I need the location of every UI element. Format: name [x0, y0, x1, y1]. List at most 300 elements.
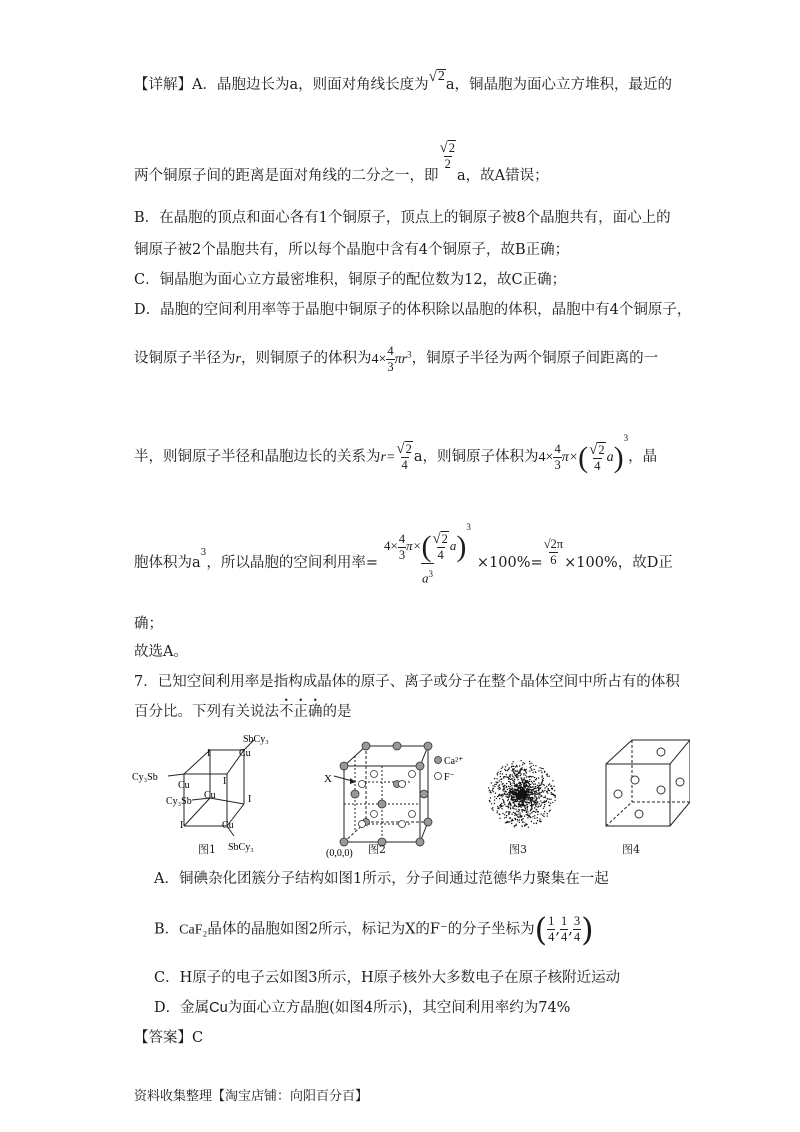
detail-line-7	[134, 344, 658, 375]
cloud-dot	[500, 806, 501, 807]
cloud-dot	[535, 811, 536, 812]
cloud-dot	[537, 817, 538, 818]
cloud-dot	[534, 802, 535, 803]
cloud-dot	[527, 813, 528, 814]
den: 4	[560, 930, 568, 944]
label-sbcy3-top: SbCy₃	[243, 734, 269, 745]
cloud-dot	[520, 785, 521, 786]
cloud-dot	[497, 772, 498, 773]
cloud-dot	[541, 768, 542, 769]
cloud-dot	[524, 799, 525, 800]
cloud-dot	[540, 785, 541, 786]
cloud-dot	[541, 772, 542, 773]
cloud-dot	[498, 795, 499, 796]
cloud-dot	[544, 797, 545, 798]
cloud-dot	[542, 781, 543, 782]
cloud-dot	[496, 798, 497, 799]
cloud-dot	[505, 770, 506, 771]
cloud-dot	[508, 799, 509, 800]
text: 的是	[322, 704, 352, 720]
cloud-dot	[517, 814, 518, 815]
volume-formula	[371, 344, 412, 374]
cloud-dot	[523, 804, 524, 805]
cloud-dot	[524, 807, 525, 808]
cloud-dot	[519, 792, 520, 793]
cloud-dot	[533, 786, 534, 787]
cloud-dot	[492, 810, 493, 811]
cloud-dot	[526, 809, 527, 810]
cloud-dot	[499, 780, 500, 781]
cloud-dot	[520, 775, 521, 776]
cloud-dot	[513, 788, 514, 789]
cloud-dot	[503, 790, 504, 791]
cloud-dot	[552, 780, 553, 781]
pi: π×	[561, 450, 579, 465]
cloud-dot	[528, 776, 529, 777]
cloud-dot	[491, 803, 492, 804]
cloud-dot	[517, 790, 518, 791]
cloud-dot	[502, 773, 503, 774]
cloud-dot	[536, 793, 537, 794]
cloud-dot	[514, 805, 515, 806]
cloud-dot	[513, 808, 514, 809]
cloud-dot	[528, 781, 529, 782]
cloud-dot	[515, 814, 516, 815]
volume-formula-2: 4× $\frac{4}{3}$ π×( √ 2 4 a)$^3$	[538, 433, 629, 474]
cloud-dot	[528, 827, 529, 828]
r-eq: r=	[380, 450, 396, 465]
cloud-dot	[521, 804, 522, 805]
emph: 不	[279, 704, 294, 720]
cloud-dot	[508, 792, 509, 793]
den: 3	[387, 360, 394, 374]
label-cu: Cu	[222, 820, 234, 831]
utilization-fraction: 4× $\frac{4}{3}$ π×( √ 2 4 a)$^3$ $a^3$	[384, 522, 471, 586]
cloud-dot	[505, 806, 506, 807]
cloud-dot	[499, 798, 500, 799]
figure-3-electron-cloud	[488, 760, 556, 828]
cloud-dot	[500, 776, 501, 777]
cloud-dot	[539, 792, 540, 793]
cloud-dot	[498, 785, 499, 786]
text: ，则铜原子的体积为	[240, 350, 372, 367]
cloud-dot	[550, 799, 551, 800]
label-origin: (0,0,0)	[326, 848, 353, 859]
cloud-dot	[523, 774, 524, 775]
cloud-dot	[494, 796, 495, 797]
cloud-dot	[554, 800, 555, 801]
cloud-dot	[514, 790, 515, 791]
cloud-dot	[521, 801, 522, 802]
label-sbcy3-bottom: SbCy₃	[228, 842, 254, 853]
cloud-dot	[530, 799, 531, 800]
cloud-dot	[523, 789, 524, 790]
cloud-dot	[522, 821, 523, 822]
cloud-dot	[509, 811, 510, 812]
cloud-dot	[527, 804, 528, 805]
cloud-dot	[532, 792, 533, 793]
cloud-dot	[541, 782, 542, 783]
cloud-dot	[531, 770, 532, 771]
cloud-dot	[517, 820, 518, 821]
cloud-dot	[509, 767, 510, 768]
cloud-dot	[549, 799, 550, 800]
cloud-dot	[502, 795, 503, 796]
cloud-dot	[526, 776, 527, 777]
cloud-dot	[515, 825, 516, 826]
cloud-dot	[546, 774, 547, 775]
cloud-dot	[536, 809, 537, 810]
text: 半，则铜原子半径和晶胞边长的关系为	[134, 449, 381, 465]
detail-line-5: C．铜晶胞为面心立方最密堆积，铜原子的配位数为12，故C正确；	[134, 272, 567, 288]
option-a: A．铜碘杂化团簇分子结构如图1所示，分子间通过范德华力聚集在一起	[154, 871, 609, 887]
text: 两个铜原子间的距离是面对角线的二分之一，即	[134, 168, 439, 184]
cloud-dot	[514, 792, 515, 793]
cloud-dot	[492, 807, 493, 808]
cloud-dot	[554, 790, 555, 791]
cloud-dot	[533, 811, 534, 812]
cloud-dot	[526, 799, 527, 800]
cloud-dot	[530, 784, 531, 785]
den: 6	[550, 553, 557, 568]
text: a，则铜原子体积为	[413, 449, 539, 465]
cloud-dot	[529, 783, 530, 784]
num: 4	[398, 531, 406, 546]
cloud-dot	[529, 786, 530, 787]
num: 1	[548, 914, 555, 928]
cloud-dot	[495, 793, 496, 794]
cloud-dot	[517, 796, 518, 797]
cloud-dot	[530, 813, 531, 814]
cloud-dot	[490, 797, 491, 798]
cloud-dot	[550, 803, 551, 804]
cloud-dot	[492, 785, 493, 786]
cloud-dot	[505, 776, 506, 777]
cloud-dot	[519, 814, 520, 815]
cloud-dot	[516, 765, 517, 766]
detail-line-11: 故选A。	[134, 644, 188, 660]
figure-2-caf2-cell	[334, 742, 432, 846]
text: 胞体积为a	[134, 554, 201, 571]
cloud-dot	[553, 795, 554, 796]
cloud-dot	[496, 784, 497, 785]
cloud-dot	[512, 793, 513, 794]
text: ×100%，故D正	[564, 554, 673, 571]
cloud-dot	[522, 825, 523, 826]
text: a，故A错误；	[456, 168, 549, 184]
cloud-dot	[518, 809, 519, 810]
cloud-dot	[546, 791, 547, 792]
cloud-dot	[543, 813, 544, 814]
cloud-dot	[500, 773, 501, 774]
cloud-dot	[518, 793, 519, 794]
cloud-dot	[513, 766, 514, 767]
text: ，晶	[628, 449, 658, 465]
cloud-dot	[511, 796, 512, 797]
cloud-dot	[551, 788, 552, 789]
cloud-dot	[488, 787, 489, 788]
cloud-dot	[512, 770, 513, 771]
option-b: B．CaF₂晶体的晶胞如图2所示，标记为X的F⁻的分子坐标为( $\frac{1}{4}$ , $\frac{1}{4}$ , $\frac{3}{4}$ )	[154, 910, 594, 949]
cloud-dot	[512, 768, 513, 769]
cloud-dot	[511, 799, 512, 800]
cloud-dot	[494, 784, 495, 785]
cloud-dot	[512, 820, 513, 821]
option-c: C．H原子的电子云如图3所示，H原子核外大多数电子在原子核附近运动	[154, 970, 621, 986]
cloud-dot	[506, 815, 507, 816]
cloud-dot	[508, 786, 509, 787]
text: 晶体的晶胞如图2所示，标记为X的F⁻的分子坐标为	[207, 921, 535, 938]
cloud-dot	[555, 797, 556, 798]
cloud-dot	[541, 770, 542, 771]
cloud-dot	[530, 766, 531, 767]
cloud-dot	[515, 766, 516, 767]
cloud-dot	[532, 816, 533, 817]
cloud-dot	[510, 807, 511, 808]
cloud-dot	[508, 779, 509, 780]
cloud-dot	[515, 801, 516, 802]
cloud-dot	[534, 795, 535, 796]
cloud-dot	[507, 806, 508, 807]
cloud-dot	[537, 814, 538, 815]
cloud-dot	[497, 806, 498, 807]
cloud-dot	[523, 797, 524, 798]
cloud-dot	[530, 789, 531, 790]
cloud-dot	[531, 763, 532, 764]
cloud-dot	[520, 798, 521, 799]
cloud-dot	[531, 787, 532, 788]
cloud-dot	[531, 812, 532, 813]
cloud-dot	[544, 790, 545, 791]
detail-line-8: 半，则铜原子半径和晶胞边长的关系为r= √ 2 4 a，则铜原子体积为4× $\frac{4}{3}$ π×( √ 2 4 a)$^3$，晶	[134, 433, 658, 474]
cloud-dot	[545, 801, 546, 802]
cloud-dot	[519, 782, 520, 783]
cloud-dot	[538, 782, 539, 783]
cloud-dot	[517, 774, 518, 775]
cloud-dot	[512, 807, 513, 808]
radicand: 2	[448, 141, 455, 155]
cloud-dot	[552, 793, 553, 794]
cloud-dot	[497, 812, 498, 813]
cloud-dot	[508, 814, 509, 815]
cloud-dot	[518, 775, 519, 776]
cloud-dot	[499, 794, 500, 795]
cloud-dot	[537, 820, 538, 821]
var-a: a	[421, 570, 429, 586]
cloud-dot	[502, 786, 503, 787]
cloud-dot	[524, 763, 525, 764]
cloud-dot	[531, 808, 532, 809]
den: 4	[401, 458, 408, 472]
cloud-dot	[531, 806, 532, 807]
denominator: 2	[444, 157, 451, 171]
cloud-dot	[510, 779, 511, 780]
cloud-dot	[515, 799, 516, 800]
cloud-dot	[500, 804, 501, 805]
cloud-dot	[522, 782, 523, 783]
cloud-dot	[539, 797, 540, 798]
sqrt-2: √ 2	[428, 69, 445, 85]
cloud-dot	[516, 776, 517, 777]
cloud-dot	[534, 781, 535, 782]
cloud-dot	[553, 786, 554, 787]
cloud-dot	[533, 788, 534, 789]
cloud-dot	[527, 798, 528, 799]
cloud-dot	[535, 786, 536, 787]
cloud-dot	[511, 791, 512, 792]
cloud-dot	[532, 782, 533, 783]
cloud-dot	[535, 779, 536, 780]
cloud-dot	[514, 815, 515, 816]
num: 3	[573, 914, 581, 928]
cloud-dot	[527, 817, 528, 818]
cloud-dot	[540, 806, 541, 807]
cloud-dot	[538, 777, 539, 778]
cloud-dot	[544, 811, 545, 812]
cloud-dot	[508, 781, 509, 782]
cloud-dot	[517, 779, 518, 780]
cloud-dot	[520, 787, 521, 788]
cloud-dot	[533, 823, 534, 824]
cloud-dot	[525, 780, 526, 781]
cloud-dot	[542, 790, 543, 791]
cloud-dot	[521, 769, 522, 770]
cloud-dot	[523, 779, 524, 780]
cloud-dot	[506, 783, 507, 784]
cloud-dot	[544, 785, 545, 786]
cloud-dot	[499, 814, 500, 815]
den: 4	[594, 458, 601, 473]
cloud-dot	[519, 812, 520, 813]
cloud-dot	[520, 777, 521, 778]
cloud-dot	[506, 787, 507, 788]
cloud-dot	[511, 763, 512, 764]
label-cu: Cu	[239, 748, 251, 759]
cloud-dot	[526, 790, 527, 791]
cloud-dot	[505, 796, 506, 797]
cloud-dot	[543, 778, 544, 779]
cloud-dot	[511, 785, 512, 786]
cloud-dot	[522, 764, 523, 765]
cloud-dot	[504, 793, 505, 794]
label-i: I	[248, 794, 252, 805]
cloud-dot	[534, 791, 535, 792]
cloud-dot	[489, 800, 490, 801]
cloud-dot	[541, 792, 542, 793]
fraction-sqrt2-over-2: √ 2 2	[439, 140, 455, 171]
detail-line-3: B．在晶胞的顶点和面心各有1个铜原子，顶点上的铜原子被8个晶胞共有，面心上的	[134, 210, 671, 226]
cloud-dot	[513, 812, 514, 813]
cloud-dot	[545, 796, 546, 797]
cloud-dot	[514, 786, 515, 787]
detail-line-1	[134, 69, 673, 95]
label-x: X	[324, 773, 332, 785]
cloud-dot	[514, 779, 515, 780]
exp: 3	[428, 569, 433, 580]
cloud-dot	[519, 785, 520, 786]
cloud-dot	[538, 788, 539, 789]
cloud-dot	[503, 802, 504, 803]
cloud-dot	[512, 800, 513, 801]
option-d	[154, 998, 570, 1018]
cloud-dot	[526, 812, 527, 813]
cloud-dot	[532, 800, 533, 801]
cloud-dot	[547, 813, 548, 814]
radicand: 2	[441, 532, 448, 547]
cloud-dot	[528, 791, 529, 792]
cloud-dot	[492, 790, 493, 791]
cloud-dot	[519, 798, 520, 799]
cloud-dot	[524, 825, 525, 826]
cloud-dot	[536, 778, 537, 779]
detail-line-4: 铜原子被2个晶胞共有，所以每个晶胞中含有4个铜原子，故B正确；	[134, 242, 570, 258]
cloud-dot	[525, 785, 526, 786]
cloud-dot	[512, 776, 513, 777]
cloud-dot	[512, 802, 513, 803]
cloud-dot	[540, 813, 541, 814]
cloud-dot	[496, 778, 497, 779]
cloud-dot	[511, 813, 512, 814]
cloud-dot	[491, 782, 492, 783]
label-i: I	[180, 820, 184, 831]
cloud-dot	[516, 801, 517, 802]
cloud-dot	[497, 774, 498, 775]
num: √2π	[543, 537, 564, 552]
den: 4	[548, 930, 555, 944]
cloud-dot	[513, 771, 514, 772]
cloud-dot	[505, 791, 506, 792]
cloud-dot	[510, 786, 511, 787]
cloud-dot	[525, 771, 526, 772]
cloud-dot	[536, 823, 537, 824]
cloud-dot	[519, 788, 520, 789]
cloud-dot	[500, 779, 501, 780]
cloud-dot	[534, 769, 535, 770]
cloud-dot	[526, 824, 527, 825]
cloud-dot	[514, 803, 515, 804]
cloud-dot	[539, 821, 540, 822]
sqrt2pi-over-6	[543, 537, 564, 568]
cloud-dot	[524, 795, 525, 796]
cloud-dot	[498, 788, 499, 789]
cloud-dot	[534, 815, 535, 816]
cloud-dot	[524, 779, 525, 780]
cloud-dot	[517, 787, 518, 788]
den: 3	[398, 547, 406, 562]
cloud-dot	[514, 797, 515, 798]
cloud-dot	[542, 780, 543, 781]
cloud-dot	[529, 815, 530, 816]
cloud-dot	[541, 802, 542, 803]
label-cy3sb-mid: Cy₃Sb	[166, 796, 192, 807]
coef: 4×	[384, 538, 398, 553]
detail-line-9	[134, 520, 673, 585]
den: 4	[437, 548, 444, 563]
den: 3	[554, 458, 561, 473]
cloud-dot	[531, 797, 532, 798]
cloud-dot	[534, 807, 535, 808]
cloud-dot	[527, 811, 528, 812]
cloud-dot	[531, 781, 532, 782]
num: 4	[387, 344, 394, 358]
cloud-dot	[525, 808, 526, 809]
cloud-dot	[524, 806, 525, 807]
cloud-dot	[526, 782, 527, 783]
cloud-dot	[546, 786, 547, 787]
cloud-dot	[512, 782, 513, 783]
cloud-dot	[498, 808, 499, 809]
cloud-dot	[506, 770, 507, 771]
